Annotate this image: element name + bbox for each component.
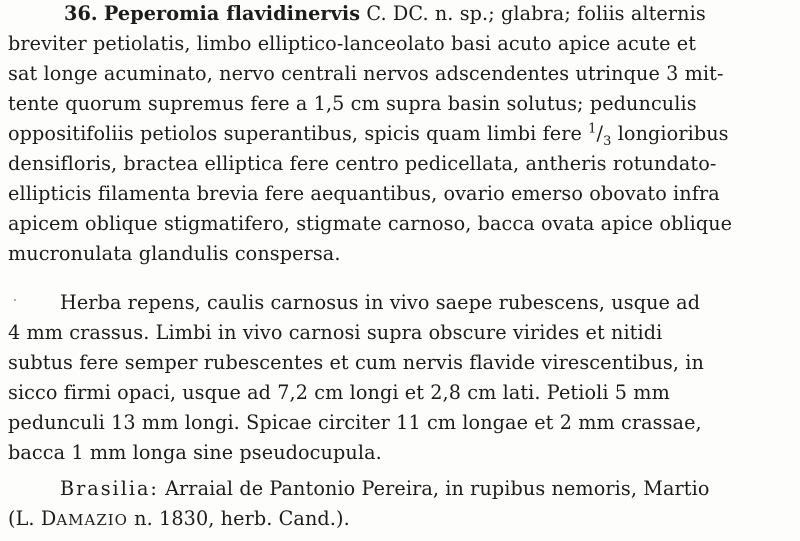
fraction-denominator: 3 (603, 133, 612, 149)
diagnosis-line: tente quorum supremus fere a 1,5 cm supra basin solutus; pedunculis (8, 92, 697, 115)
diagnosis-line-with-fraction (8, 121, 729, 147)
fraction-slash: / (596, 122, 604, 145)
species-name: Peperomia flavidinervis (103, 2, 361, 25)
species-heading-line (64, 1, 706, 27)
collector-rest: AMAZIO (56, 511, 128, 529)
diagnosis-line: densifloris, bractea elliptica fere centro pedicellata, antheris rotundato- (8, 152, 717, 175)
description-line: pedunculi 13 mm longi. Spicae circiter 11 cm longae et 2 mm crassae, (8, 411, 702, 434)
diagnosis-start: ; glabra; foliis alternis (488, 2, 706, 25)
diagnosis-line-text: oppositifoliis petiolos superantibus, spicis quam limbi fere (8, 122, 582, 145)
locality-line (60, 476, 710, 502)
collector-line (8, 506, 350, 533)
diagnosis-line: ellipticis filamenta brevia fere aequantibus, ovario emerso obovato infra (8, 182, 720, 205)
species-author: C. DC. n. sp. (360, 2, 489, 25)
description-line: sicco firmi opaci, usque ad 7,2 cm longi et 2,8 cm lati. Petioli 5 mm (8, 381, 670, 404)
diagnosis-line: sat longe acuminato, nervo centrali nervos adscendentes utrinque 3 mit- (8, 62, 724, 85)
description-line: Herba repens, caulis carnosus in vivo saepe rubescens, usque ad (60, 291, 701, 314)
species-number: 36. (64, 2, 98, 25)
collector-prefix: (L. (8, 507, 41, 530)
locality-country: Brasilia: (60, 477, 159, 500)
description-line: 4 mm crassus. Limbi in vivo carnosi supra obscure virides et nitidi (8, 321, 663, 344)
margin-dot (14, 299, 16, 301)
collector-initial: D (40, 507, 57, 530)
collector-suffix: n. 1830, herb. Cand.). (127, 507, 350, 530)
description-line: bacca 1 mm longa sine pseudocupula. (8, 441, 382, 464)
locality-text: Arraial de Pantonio Pereira, in rupibus nemoris, Martio (158, 477, 710, 500)
fraction-after: longioribus (611, 122, 729, 145)
fraction-numerator: 1 (588, 121, 597, 137)
diagnosis-line: breviter petiolatis, limbo elliptico-lanceolato basi acuto apice acute et (8, 32, 697, 55)
description-line: subtus fere semper rubescentes et cum nervis flavide virescentibus, in (8, 351, 704, 374)
diagnosis-line: mucronulata glandulis conspersa. (8, 242, 341, 265)
diagnosis-line: apicem oblique stigmatifero, stigmate carnoso, bacca ovata apice oblique (8, 212, 733, 235)
